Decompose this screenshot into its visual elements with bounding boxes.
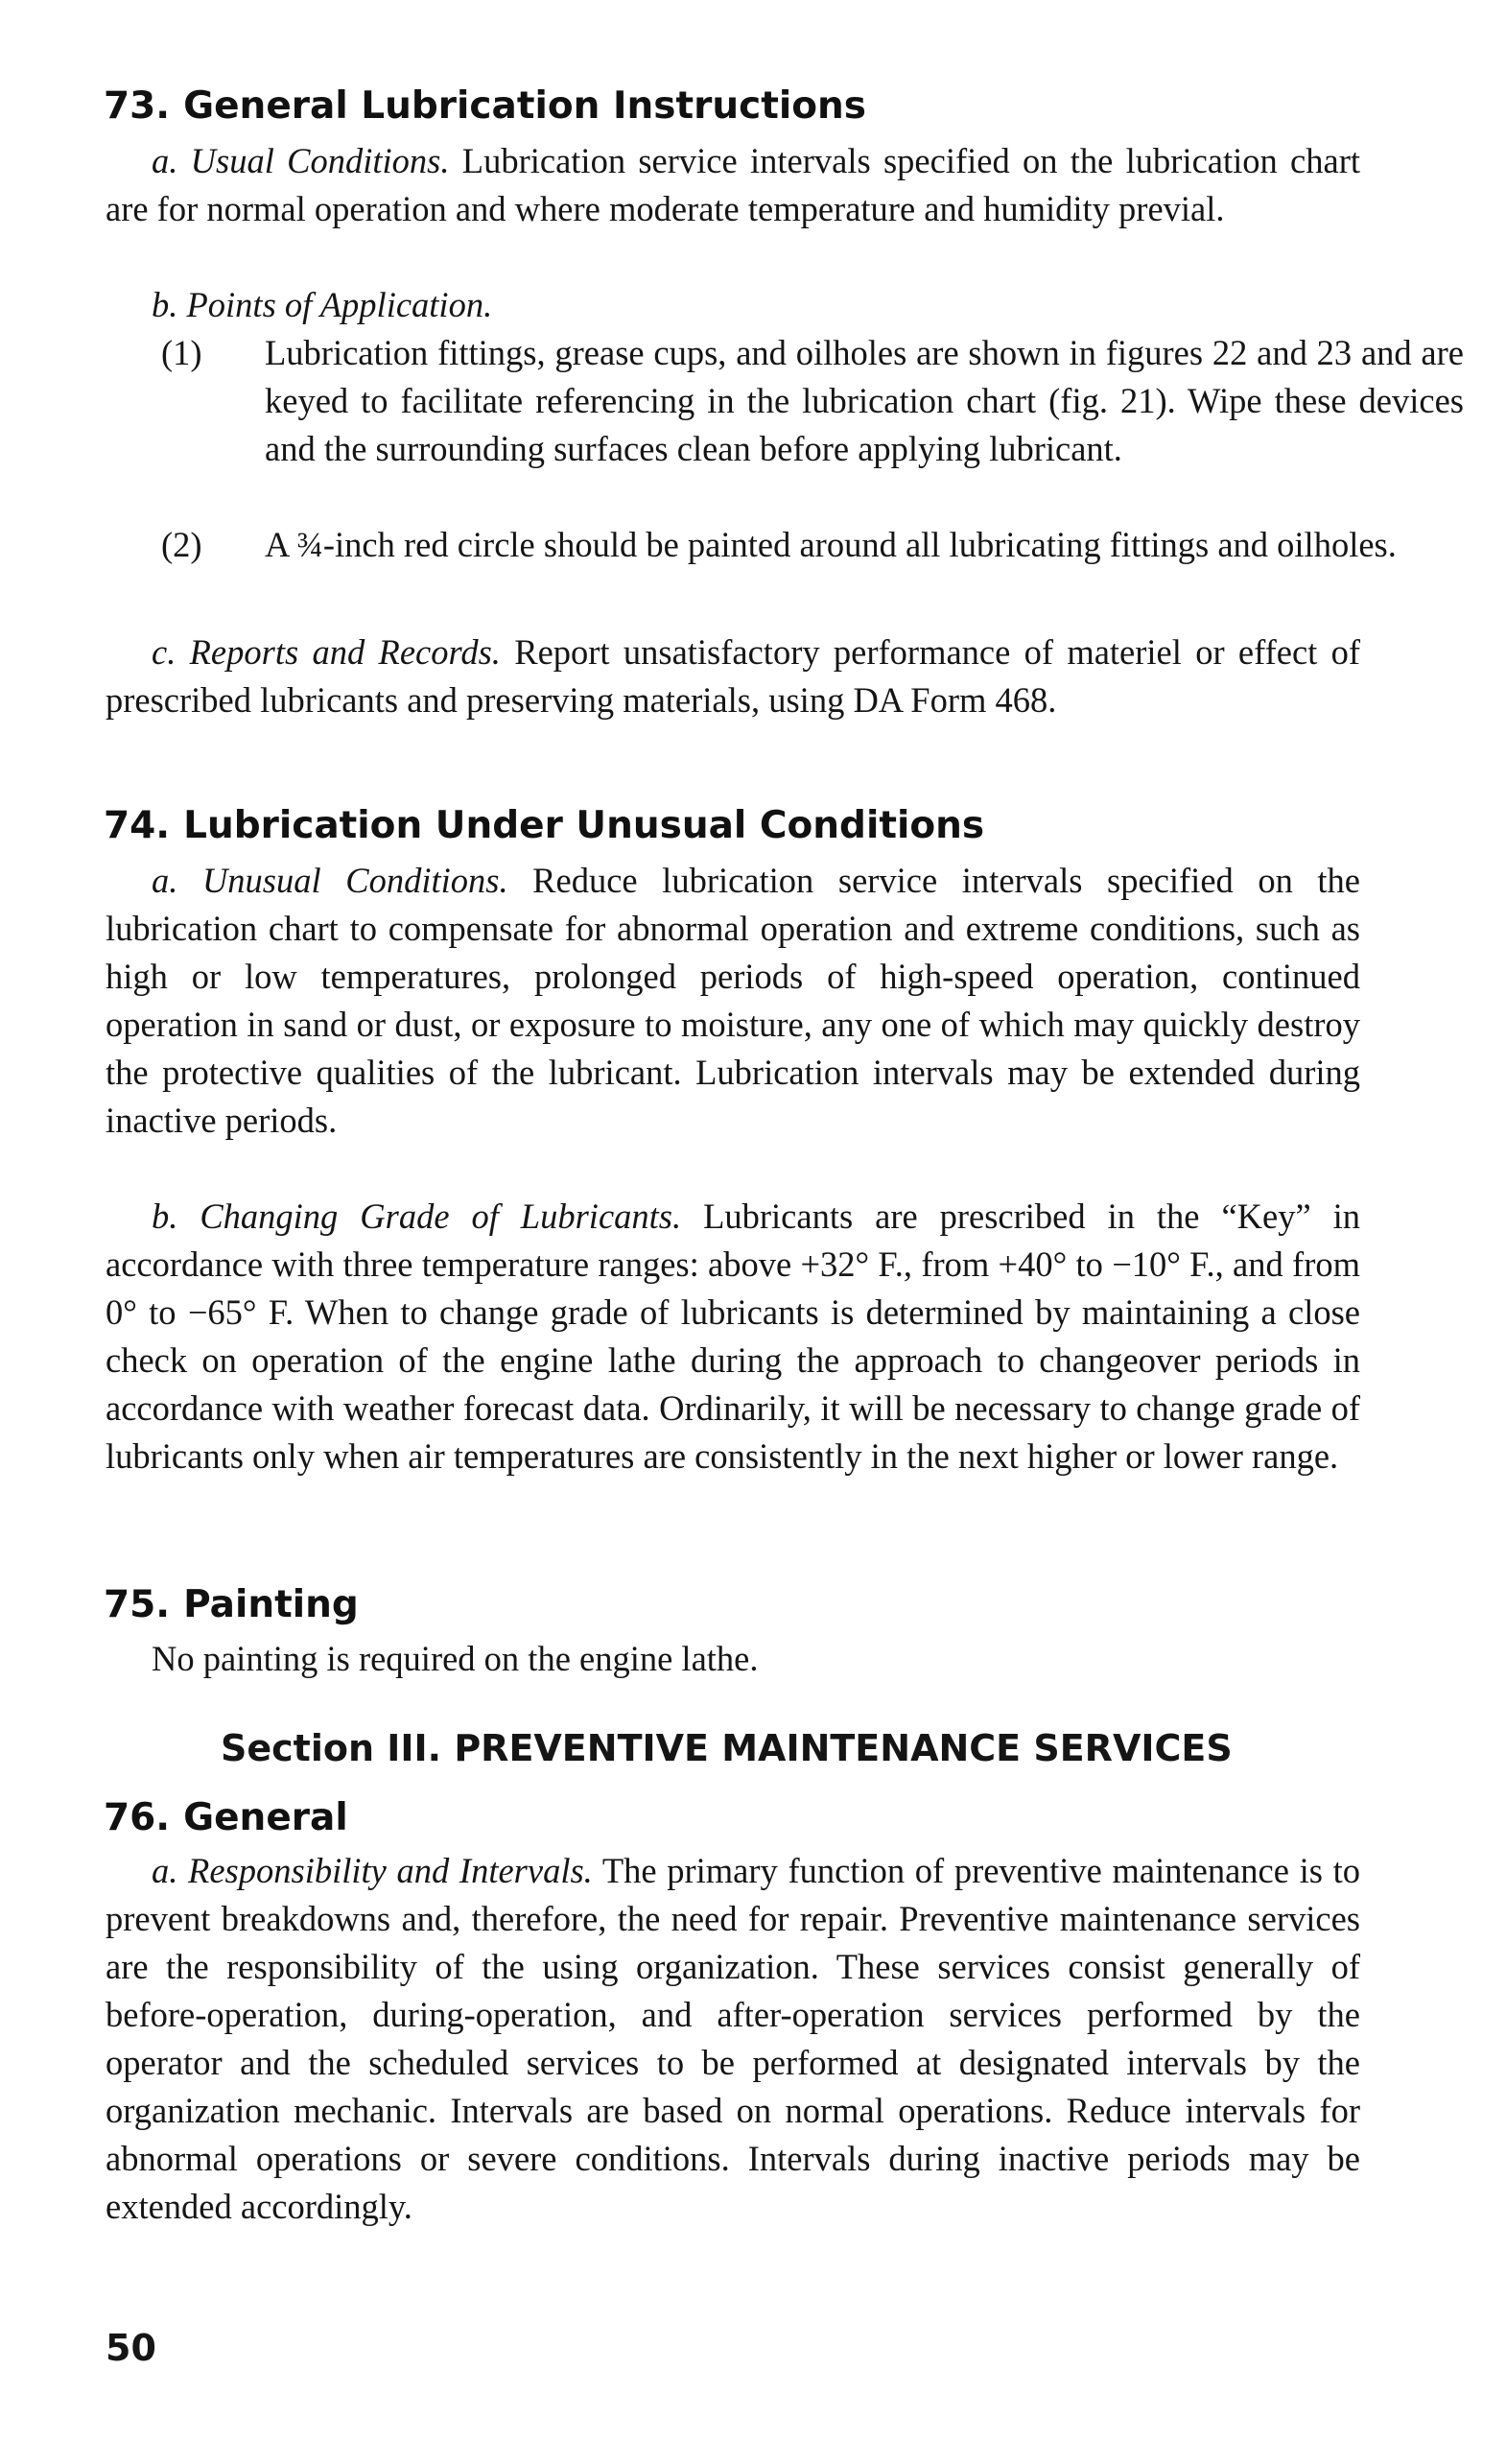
page-number: 50 [106, 2327, 156, 2369]
subparagraph-73b1 [161, 329, 1464, 473]
paragraph-74a [106, 857, 1360, 1145]
paragraph-lead: b. Changing Grade of Lubricants. [152, 1196, 682, 1236]
paragraph-74b [106, 1193, 1360, 1481]
heading-number: 74. [104, 804, 171, 847]
paragraph-text: Lubricants are prescribed in the “Key” in accordance with three temperature ranges: above +32° F., from +40° to −10° F., and from 0° to −65° F. When to change grade of lubricants is determined by maintaining a close check on operation of the engine lathe during the approach to changeover periods in accordance with weather forecast data. Ordinarily, it will be necessary to change grade of lubricants only when air temperatures are consistently in the next higher or lower range. [106, 1196, 1360, 1476]
heading-76 [104, 1794, 348, 1842]
paragraph-text: Lubrication service intervals specified on the lubrication chart are for normal operation and where moderate temperature and humidity previal. [106, 141, 1360, 228]
section-heading: Section III. PREVENTIVE MAINTENANCE SERVICES [221, 1727, 1233, 1769]
heading-title: General Lubrication Instructions [183, 84, 867, 128]
heading-title: General [183, 1796, 348, 1839]
paragraph-lead: a. Responsibility and Intervals. [152, 1851, 593, 1890]
subparagraph-number: (1) [161, 333, 202, 372]
heading-number: 73. [104, 84, 171, 128]
paragraph-text: Report unsatisfactory performance of materiel or effect of prescribed lubricants and preserving materials, using DA Form 468. [106, 632, 1361, 720]
heading-74 [104, 802, 984, 850]
subparagraph-number: (2) [161, 525, 202, 564]
subheading-73b [152, 281, 492, 329]
paragraph-73a [106, 137, 1360, 233]
heading-title: Painting [183, 1583, 359, 1626]
subparagraph-text: A ¾-inch red circle should be painted around all lubricating fittings and oilholes. [265, 525, 1397, 564]
paragraph-text: Reduce lubrication service intervals specified on the lubrication chart to compensate for abnormal operation and extreme conditions, such as high or low temperatures, prolonged periods of high-speed operation, continued operation in sand or dust, or exposure to moisture, any one of which may quickly destroy the protective qualities of the lubricant. Lubrication intervals may be extended during inactive periods. [106, 861, 1361, 1140]
heading-75 [104, 1581, 359, 1629]
paragraph-text: The primary function of preventive maintenance is to prevent breakdowns and, therefore, the need for repair. Preventive maintenance services are the responsibility of the using organization. These services consist generally of before-operation, during-operation, and after-operation services performed by the operator and the scheduled services to be performed at designated intervals by the organization mechanic. Intervals are based on normal operations. Reduce intervals for abnormal operations or severe conditions. Intervals during inactive periods may be extended accordingly. [106, 1851, 1361, 2226]
paragraph-lead: c. Reports and Records. [152, 632, 501, 672]
paragraph-76a [106, 1847, 1360, 2231]
subparagraph-text: Lubrication fittings, grease cups, and oilholes are shown in figures 22 and 23 and are keyed to facilitate referencing in the lubrication chart (fig. 21). Wipe these devices and the surrounding surfaces clean before applying lubricant. [265, 333, 1464, 468]
heading-73 [104, 83, 866, 130]
paragraph-75 [152, 1635, 759, 1683]
heading-number: 75. [104, 1583, 171, 1626]
subparagraph-73b2 [161, 521, 1464, 569]
heading-number: 76. [104, 1796, 171, 1839]
paragraph-text: No painting is required on the engine lathe. [152, 1639, 759, 1678]
heading-title: Lubrication Under Unusual Conditions [183, 804, 985, 847]
paragraph-lead: a. Usual Conditions. [152, 141, 450, 180]
paragraph-73c [106, 628, 1360, 724]
paragraph-lead: a. Unusual Conditions. [152, 861, 508, 900]
paragraph-lead: b. Points of Application. [152, 285, 493, 324]
